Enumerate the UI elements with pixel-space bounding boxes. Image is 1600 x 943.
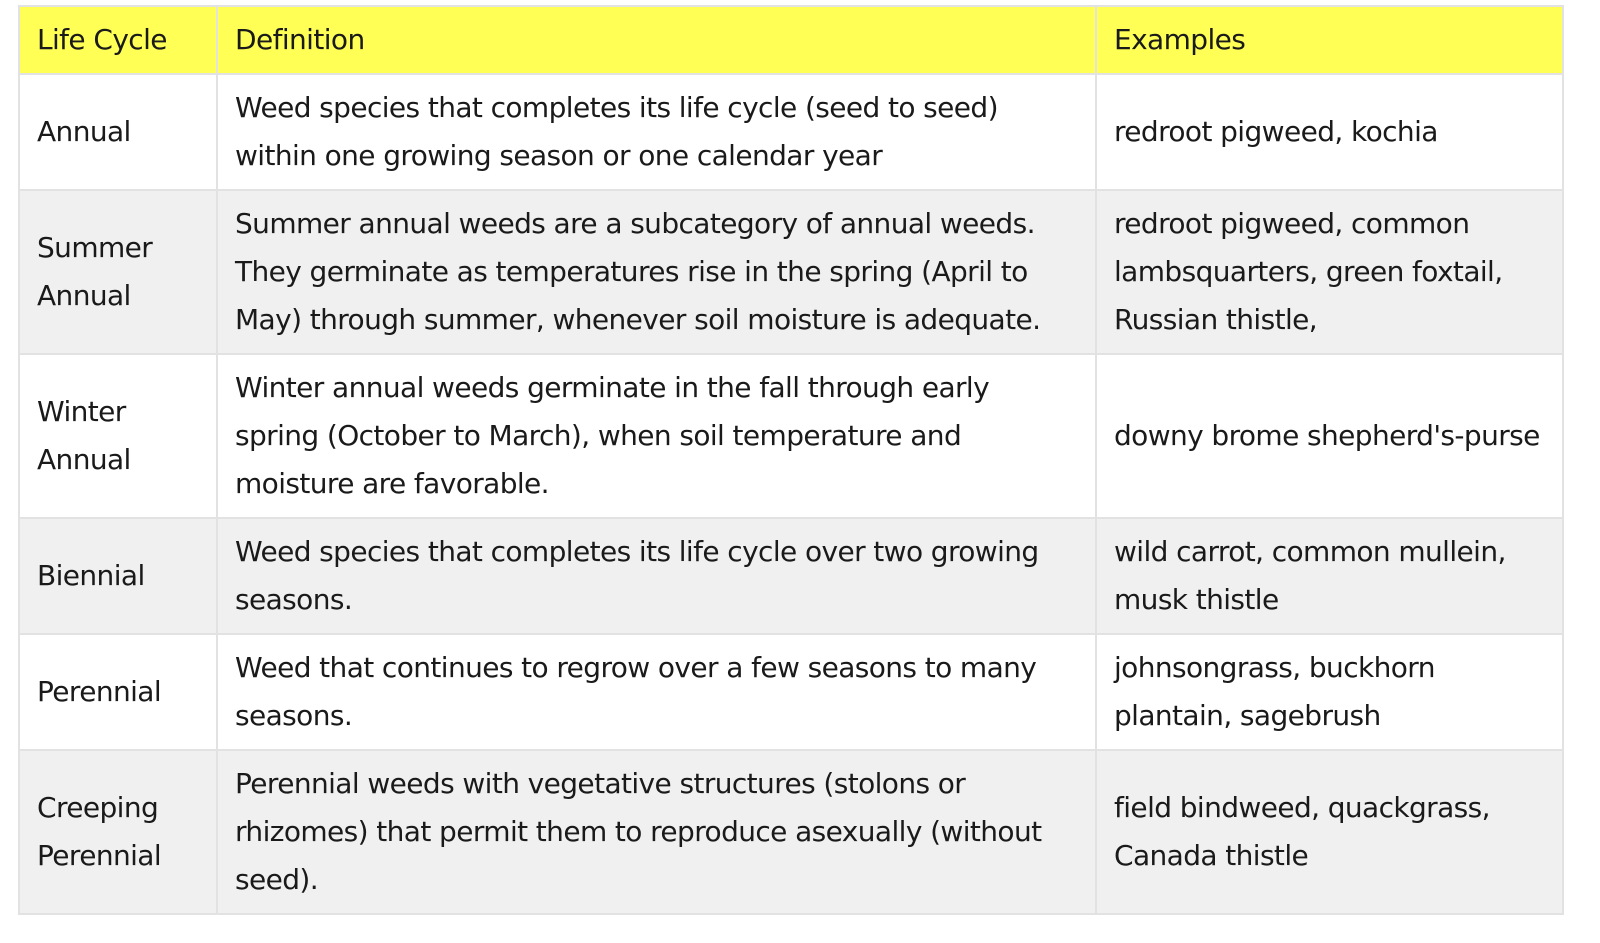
weed-life-cycle-table bbox=[18, 5, 1564, 915]
cell-examples: field bindweed, quackgrass, Canada thistle bbox=[1096, 750, 1563, 914]
cell-life-cycle: Creeping Perennial bbox=[19, 750, 217, 914]
header-definition: Definition bbox=[217, 6, 1096, 74]
table-row bbox=[19, 634, 1563, 750]
cell-definition: Winter annual weeds germinate in the fall through early spring (October to March), when soil temperature and moisture are favorable. bbox=[217, 354, 1096, 518]
cell-life-cycle: Summer Annual bbox=[19, 190, 217, 354]
table-row bbox=[19, 74, 1563, 190]
cell-examples: redroot pigweed, kochia bbox=[1096, 74, 1563, 190]
cell-examples: johnsongrass, buckhorn plantain, sagebrush bbox=[1096, 634, 1563, 750]
cell-examples: downy brome shepherd's-purse bbox=[1096, 354, 1563, 518]
table-row bbox=[19, 518, 1563, 634]
header-life-cycle: Life Cycle bbox=[19, 6, 217, 74]
cell-definition: Weed that continues to regrow over a few seasons to many seasons. bbox=[217, 634, 1096, 750]
cell-life-cycle: Winter Annual bbox=[19, 354, 217, 518]
cell-definition: Summer annual weeds are a subcategory of annual weeds. They germinate as temperatures rise in the spring (April to May) through summer, whenever soil moisture is adequate. bbox=[217, 190, 1096, 354]
table-row bbox=[19, 190, 1563, 354]
table-row bbox=[19, 354, 1563, 518]
cell-life-cycle: Biennial bbox=[19, 518, 217, 634]
header-row bbox=[19, 6, 1563, 74]
header-examples: Examples bbox=[1096, 6, 1563, 74]
cell-examples: redroot pigweed, common lambsquarters, green foxtail, Russian thistle, bbox=[1096, 190, 1563, 354]
cell-life-cycle: Annual bbox=[19, 74, 217, 190]
cell-definition: Perennial weeds with vegetative structures (stolons or rhizomes) that permit them to reproduce asexually (without seed). bbox=[217, 750, 1096, 914]
weed-life-cycle-table-container bbox=[18, 5, 1562, 915]
table-row bbox=[19, 750, 1563, 914]
cell-definition: Weed species that completes its life cycle over two growing seasons. bbox=[217, 518, 1096, 634]
table-header bbox=[19, 6, 1563, 74]
table-body bbox=[19, 74, 1563, 914]
cell-definition: Weed species that completes its life cycle (seed to seed) within one growing season or one calendar year bbox=[217, 74, 1096, 190]
cell-life-cycle: Perennial bbox=[19, 634, 217, 750]
cell-examples: wild carrot, common mullein, musk thistle bbox=[1096, 518, 1563, 634]
